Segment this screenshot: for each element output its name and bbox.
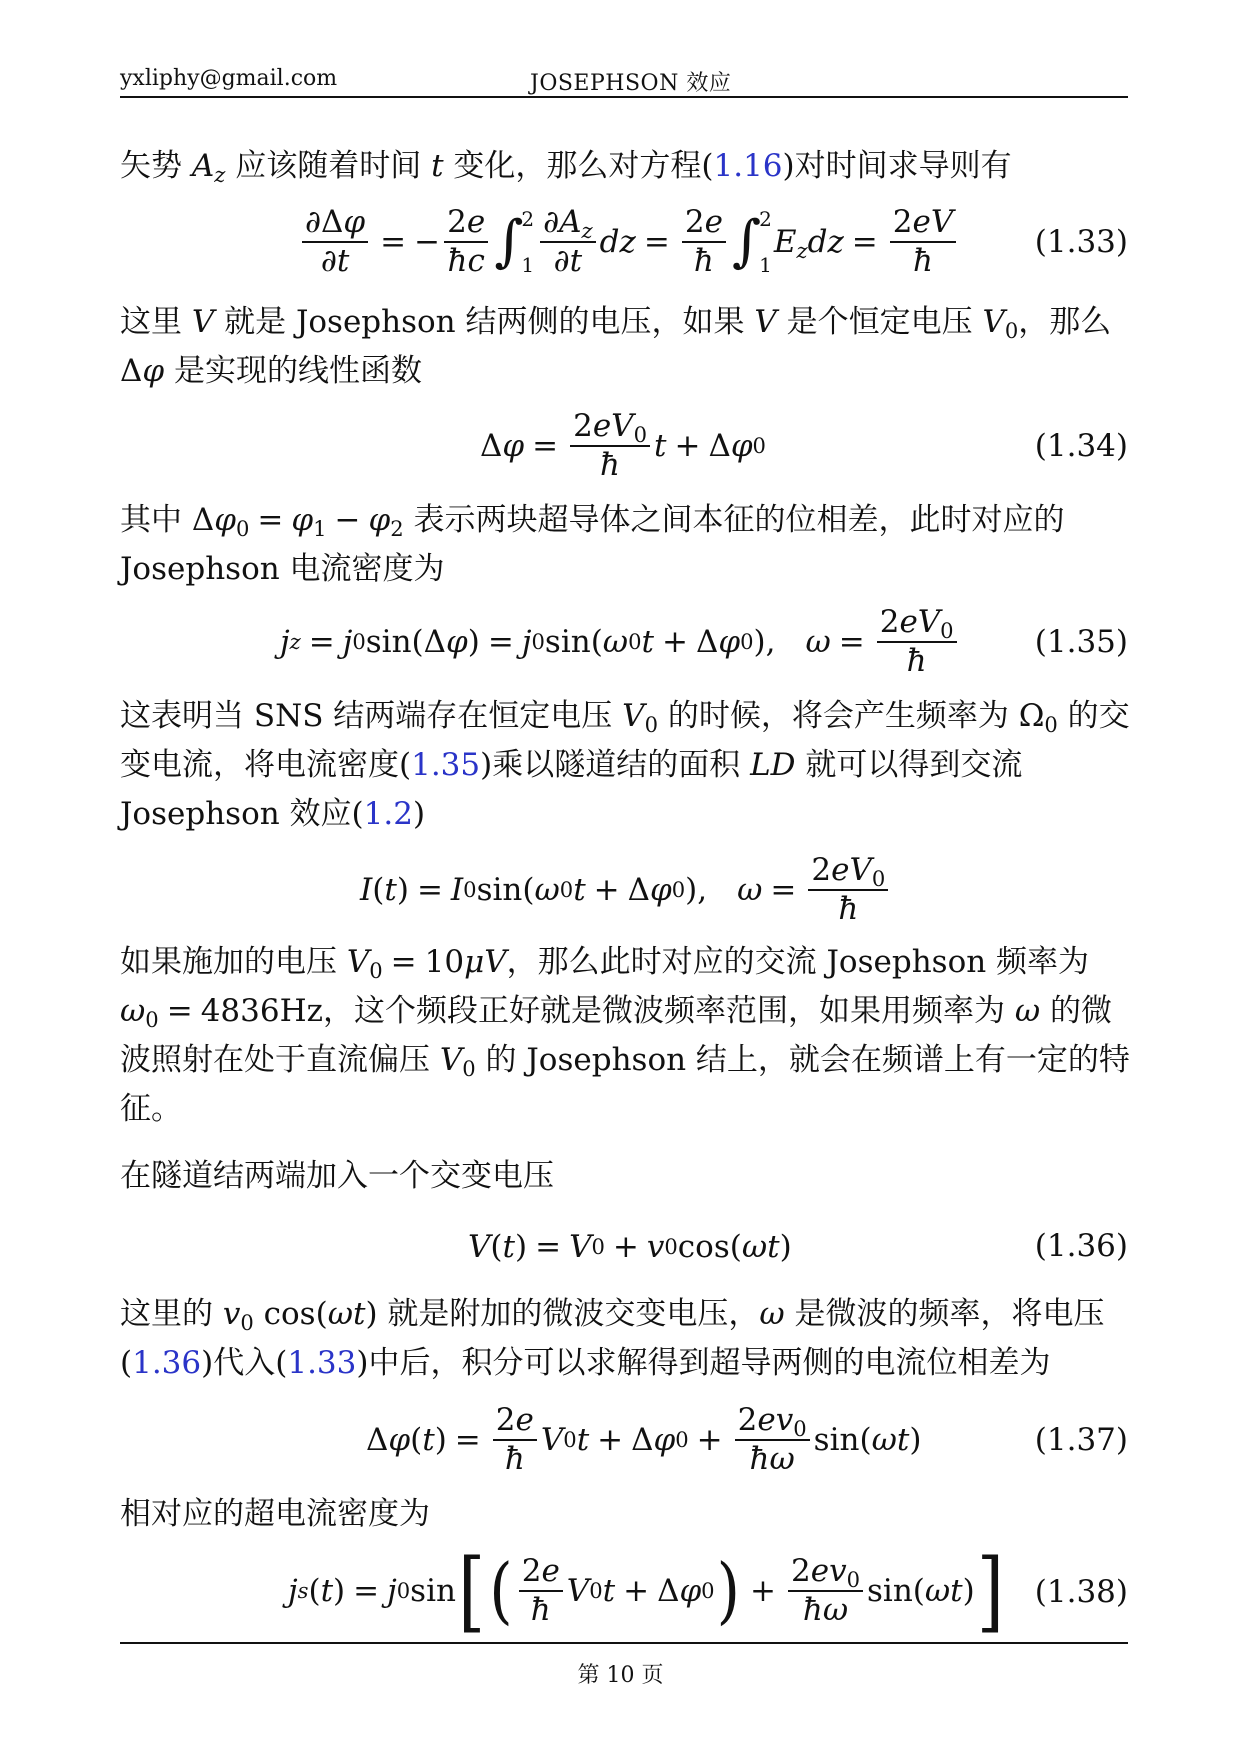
ref-eq-1-36[interactable]: 1.36: [132, 1345, 202, 1381]
paragraph-7: 这里的 $v_0$ cos(ωt) 就是附加的微波交变电压，ω 是微波的频率，将电压(1.36)代入(1.33)中后，积分可以求解得到超导两侧的电流位相差为: [120, 1296, 1105, 1381]
equation-number: (1.34): [1034, 428, 1128, 464]
paragraph-5: 如果施加的电压 $V_0 = 10\mu V$，那么此时对应的交流 Josephson 频率为 $\omega_0 = 4836Hz$，这个频段正好就是微波频率范围，如果用频率为 ω 的微波照射在处于直流偏压 $V_0$ 的 Josephson 结上，就会在频谱上有一定的特征。: [120, 944, 1130, 1127]
equation-1-33: $\frac{\partial\Delta\varphi}{\partial t}$ = − $\frac{2e}{ħc}$ ∫ 2 1 $\frac{\partial A_z}{\partial t}$ dz = $\frac{2e}{ħ}$ ∫ 2 1 $E_zdz$ = $\frac{2eV}{ħ}$ (1.33): [120, 200, 1128, 284]
ref-eq-1-35[interactable]: 1.35: [411, 747, 481, 783]
header-email: yxliphy@gmail.com: [120, 66, 338, 91]
equation-number: (1.36): [1034, 1228, 1128, 1264]
ref-eq-1-2[interactable]: 1.2: [363, 796, 413, 832]
equation-1-37: Δ φ ( t ) = $\frac{2e}{ħ}$ V 0 t + Δ φ 0 + $\frac{2ev_0}{ħ\omega}$ sin( ωt ) (1.37): [366, 1402, 1128, 1477]
equation-1-38: j s ( t ) = j 0 sin [ ( $\frac{2e}{ħ}$ V 0 t + Δ φ 0 ) + $\frac{2ev_0}{ħ\omega}$ sin( ωt ) ] (1.38): [288, 1539, 1128, 1643]
paragraph-3: 其中 $\Delta\varphi_0 = \varphi_1 - \varphi_2$ 表示两块超导体之间本征的位相差，此时对应的 Josephson 电流密度为: [120, 502, 1065, 587]
footer-rule: [120, 1642, 1128, 1644]
equation-number: (1.38): [1034, 1574, 1128, 1610]
paragraph-8: 相对应的超电流密度为: [120, 1496, 430, 1532]
header-rule: [120, 96, 1128, 98]
equation-number: (1.37): [1034, 1422, 1128, 1458]
paragraph-2: 这里 V 就是 Josephson 结两侧的电压，如果 V 是个恒定电压 $V_0$，那么Δφ 是实现的线性函数: [120, 304, 1112, 389]
equation-number: (1.35): [1034, 624, 1128, 660]
header-title: JOSEPHSON 效应: [530, 71, 732, 96]
equation-1-35: j z = j 0 sin(Δ φ ) = j 0 sin( ω 0 t + Δ φ 0 ), ω = $\frac{2eV_0}{ħ}$ (1.35): [280, 604, 1128, 679]
paragraph-4: 这表明当 SNS 结两端存在恒定电压 $V_0$ 的时候，将会产生频率为 $\Omega_0$ 的交变电流，将电流密度(1.35)乘以隧道结的面积 LD 就可以得到交流 Josephson 效应(1.2): [120, 698, 1130, 832]
paragraph-6: 在隧道结两端加入一个交变电压: [120, 1158, 554, 1194]
equation-number: (1.33): [1034, 224, 1128, 260]
ref-eq-1-33[interactable]: 1.33: [287, 1345, 357, 1381]
page-number: 第 10 页: [577, 1663, 664, 1688]
equation-1-36: V ( t ) = V 0 + v 0 cos( ωt ) (1.36): [468, 1228, 1128, 1265]
equation-1-34: Δ φ = $\frac{2eV_0}{ħ}$ t + Δ φ 0 (1.34): [480, 408, 1128, 483]
equation-unnumbered: I ( t ) = I 0 sin( ω 0 t + Δ φ 0 ), ω = $\frac{2eV_0}{ħ}$: [120, 848, 1128, 932]
ref-eq-1-16[interactable]: 1.16: [713, 148, 783, 184]
paragraph-1: 矢势 $A_z$ 应该随着时间 t 变化，那么对方程(1.16)对时间求导则有: [120, 148, 1012, 187]
